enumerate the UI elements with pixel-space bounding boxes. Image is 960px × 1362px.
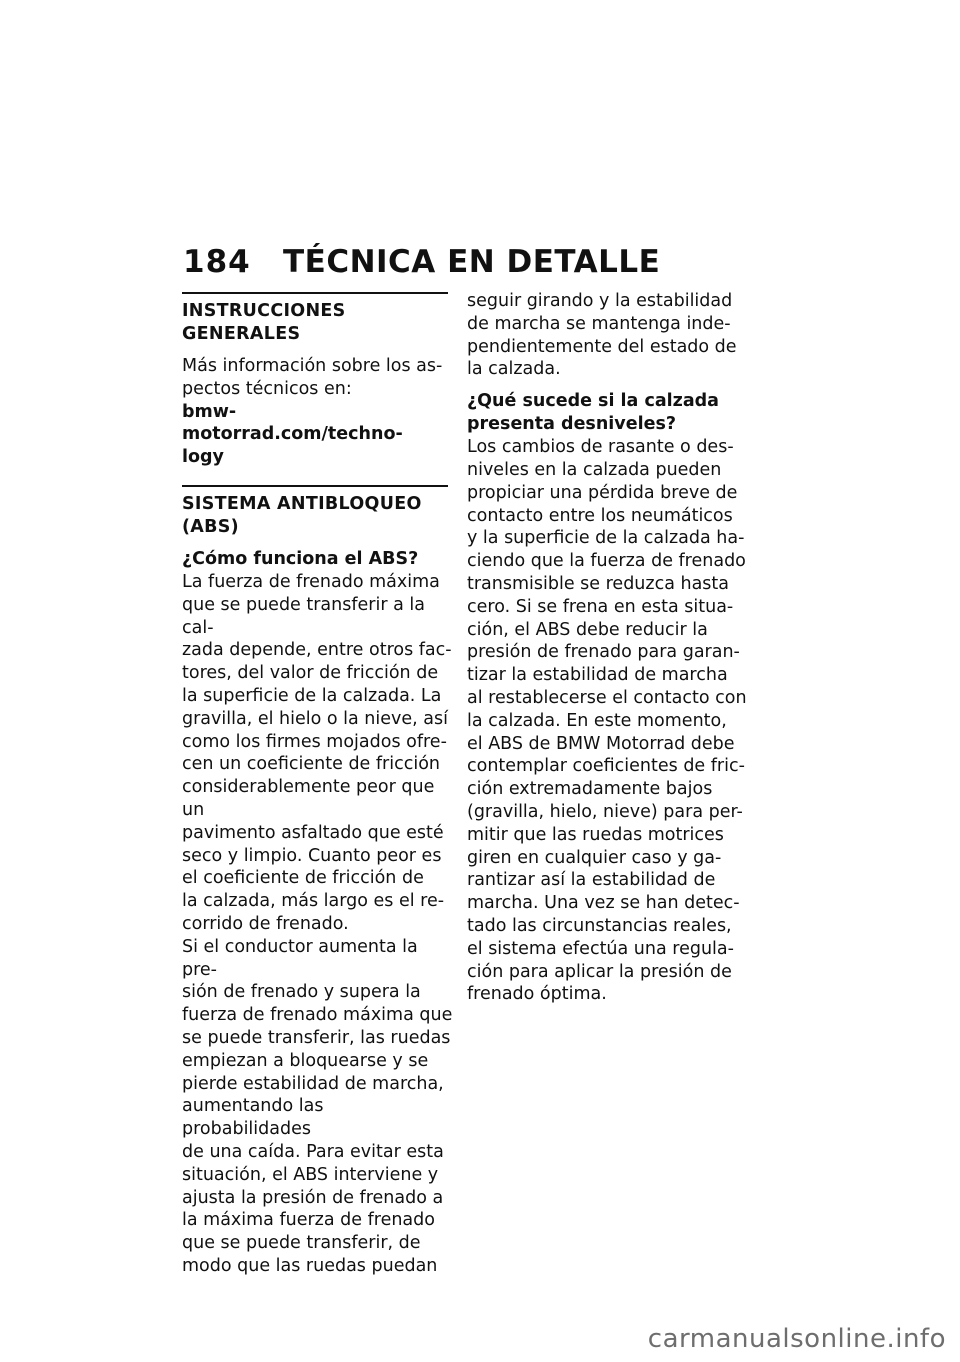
section-divider [182, 485, 448, 487]
page-number: 184 [183, 244, 251, 280]
general-instructions-text: Más información sobre los as- pectos técnicos en: [182, 356, 443, 399]
section-heading-abs: SISTEMA ANTIBLOQUEO (ABS) [182, 493, 422, 537]
watermark: carmanualsonline.info [647, 1324, 946, 1354]
section-heading-general-instructions: INSTRUCCIONES GENERALES [182, 301, 346, 344]
abs-paragraph-continued: seguir girando y la estabilidad de marcha se mantenga inde- pendientemente del estado de la calzada. [467, 291, 737, 380]
left-column [182, 292, 454, 1278]
abs-paragraph-2: Si el conductor aumenta la pre- sión de frenado y supera la fuerza de frenado máxima que se puede transferir, las ruedas empiezan a bloquearse y se pierde estabilidad de marcha, aumentando las probabilidades de una caída. Para evitar esta situación, el ABS interviene y ajusta la presión de frenado a la máxima fuerza de frenado que se puede transferir, de modo que las ruedas puedan [182, 936, 453, 1276]
page-header [183, 238, 743, 288]
subheading-how-abs-works: ¿Cómo funciona el ABS? [182, 548, 419, 569]
chapter-title: TÉCNICA EN DETALLE [283, 244, 661, 280]
abs-paragraph-1: La fuerza de frenado máxima que se puede transferir a la cal- zada depende, entre otros fac- tores, del valor de fricción de la superficie de la calzada. La gravilla, el hielo o la nieve, así como los firmes mojados ofre- cen un coeficiente de fricción considerablemente peor que un pavimento asfaltado que esté seco y limpio. Cuanto peor es el coeficiente de fricción de la calzada, más largo es el re- corrido de frenado. [182, 571, 452, 934]
uneven-road-paragraph: Los cambios de rasante o des- niveles en la calzada pueden propiciar una pérdida breve de contacto entre los neumáticos y la superficie de la calzada ha- ciendo que la fuerza de frenado transmisible se reduzca hasta cero. Si se frena en esta situa- ción, el ABS debe reducir la presión de frenado para garan- tizar la estabilidad de marcha al restablecerse el contacto con la calzada. En este momento, el ABS de BMW Motorrad debe contemplar coeficientes de fric- ción extremadamente bajos (gravilla, hielo, nieve) para per- mitir que las ruedas motrices giren en cualquier caso y ga- rantizar así la estabilidad de marcha. Una vez se han detec- tado las circunstancias reales, el sistema efectúa una regula- ción para aplicar la presión de frenado óptima. [467, 437, 747, 1005]
right-column [467, 290, 747, 1006]
techno-link[interactable]: bmw-motorrad.com/techno- logy [182, 401, 403, 468]
subheading-uneven-road: ¿Qué sucede si la calzada presenta desniveles? [467, 391, 719, 435]
section-divider [182, 292, 448, 294]
